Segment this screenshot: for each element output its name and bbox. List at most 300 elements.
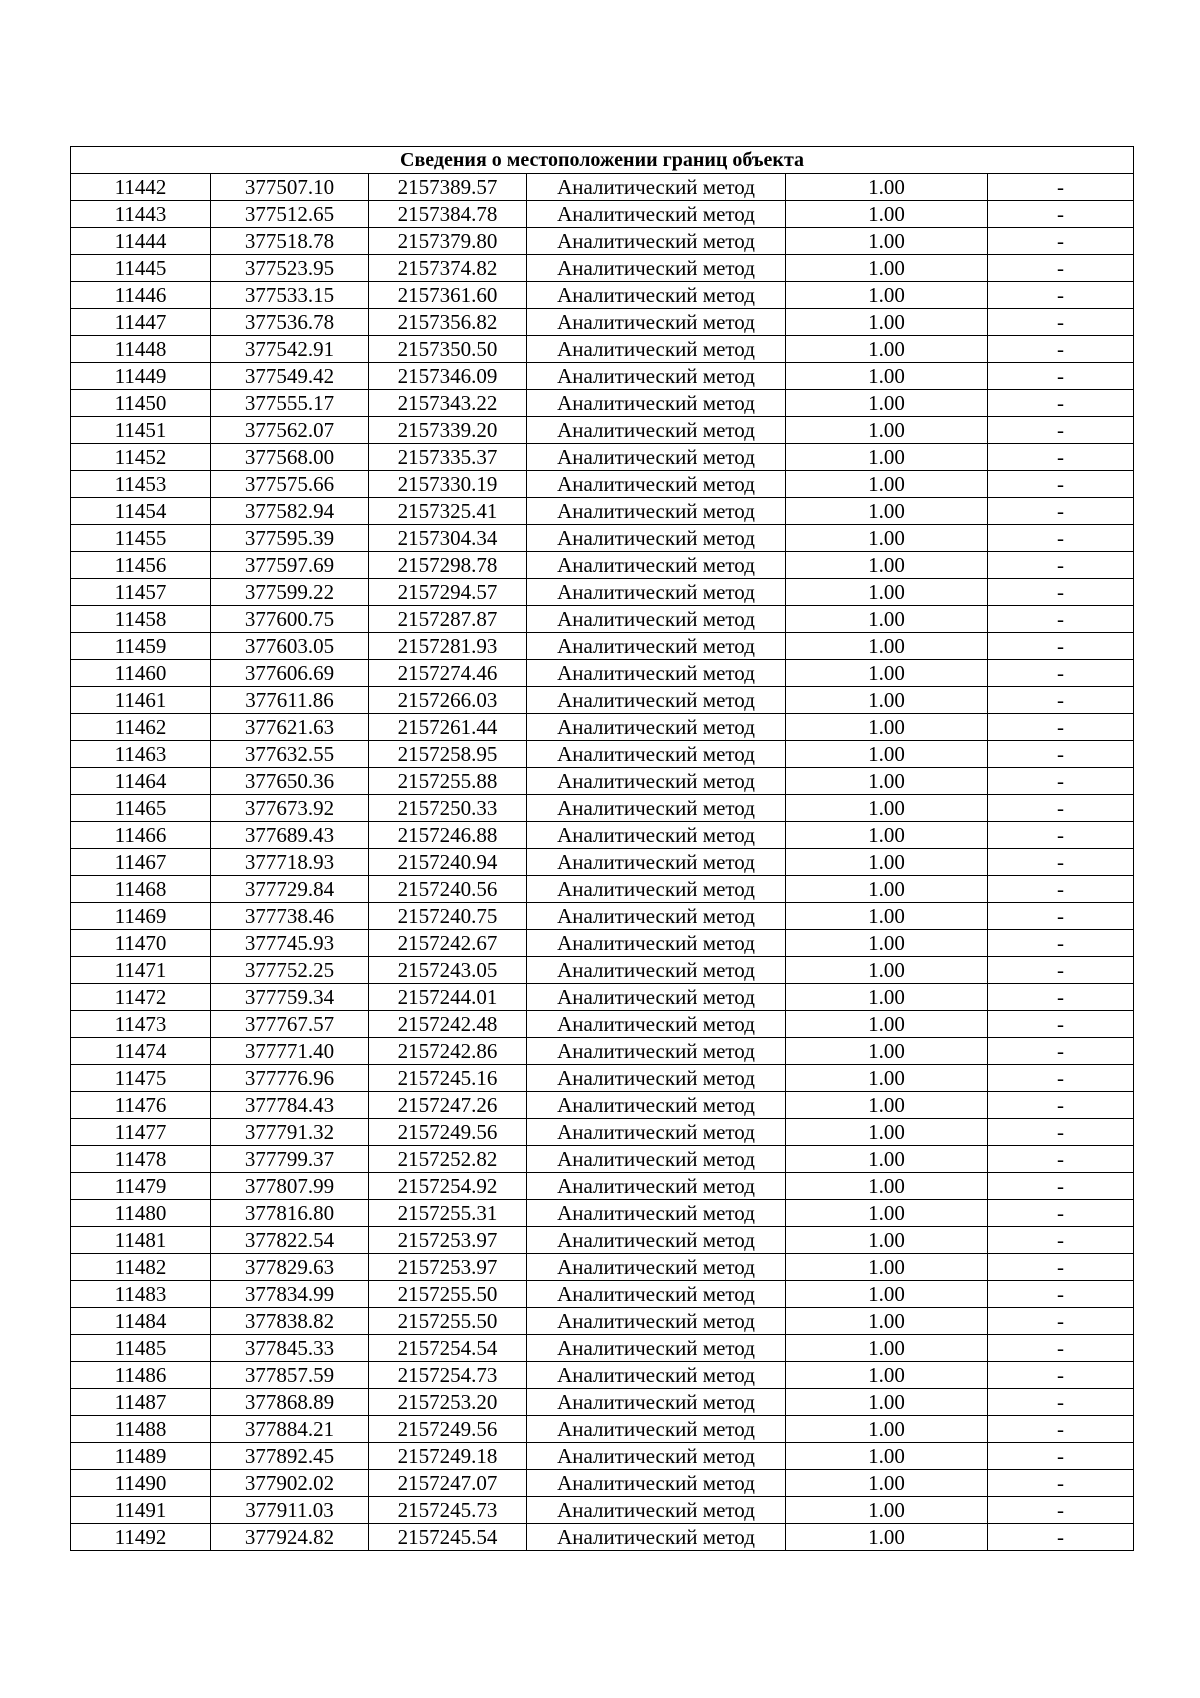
method-cell: Аналитический метод: [527, 255, 786, 282]
method-cell: Аналитический метод: [527, 1119, 786, 1146]
description-cell: -: [988, 903, 1134, 930]
y-coordinate-cell: 2157343.22: [369, 390, 527, 417]
x-coordinate-cell: 377533.15: [211, 282, 369, 309]
table-row: [71, 579, 1134, 606]
description-cell: -: [988, 1524, 1134, 1551]
y-coordinate-cell: 2157254.73: [369, 1362, 527, 1389]
table-row: [71, 903, 1134, 930]
point-number-cell: 11457: [71, 579, 211, 606]
table-row: [71, 1227, 1134, 1254]
x-coordinate-cell: 377582.94: [211, 498, 369, 525]
x-coordinate-cell: 377745.93: [211, 930, 369, 957]
accuracy-cell: 1.00: [786, 525, 988, 552]
point-number-cell: 11471: [71, 957, 211, 984]
description-cell: -: [988, 1281, 1134, 1308]
table-row: [71, 1146, 1134, 1173]
table-row: [71, 417, 1134, 444]
y-coordinate-cell: 2157242.86: [369, 1038, 527, 1065]
point-number-cell: 11469: [71, 903, 211, 930]
accuracy-cell: 1.00: [786, 1092, 988, 1119]
method-cell: Аналитический метод: [527, 228, 786, 255]
x-coordinate-cell: 377507.10: [211, 174, 369, 201]
point-number-cell: 11442: [71, 174, 211, 201]
point-number-cell: 11461: [71, 687, 211, 714]
table-row: [71, 1524, 1134, 1551]
table-row: [71, 741, 1134, 768]
method-cell: Аналитический метод: [527, 363, 786, 390]
description-cell: -: [988, 606, 1134, 633]
method-cell: Аналитический метод: [527, 579, 786, 606]
method-cell: Аналитический метод: [527, 525, 786, 552]
table-row: [71, 1254, 1134, 1281]
accuracy-cell: 1.00: [786, 930, 988, 957]
description-cell: -: [988, 471, 1134, 498]
point-number-cell: 11459: [71, 633, 211, 660]
method-cell: Аналитический метод: [527, 1362, 786, 1389]
x-coordinate-cell: 377834.99: [211, 1281, 369, 1308]
y-coordinate-cell: 2157325.41: [369, 498, 527, 525]
x-coordinate-cell: 377599.22: [211, 579, 369, 606]
table-row: [71, 1281, 1134, 1308]
y-coordinate-cell: 2157240.75: [369, 903, 527, 930]
x-coordinate-cell: 377718.93: [211, 849, 369, 876]
accuracy-cell: 1.00: [786, 849, 988, 876]
method-cell: Аналитический метод: [527, 1335, 786, 1362]
method-cell: Аналитический метод: [527, 1308, 786, 1335]
method-cell: Аналитический метод: [527, 660, 786, 687]
point-number-cell: 11474: [71, 1038, 211, 1065]
method-cell: Аналитический метод: [527, 1173, 786, 1200]
accuracy-cell: 1.00: [786, 1200, 988, 1227]
accuracy-cell: 1.00: [786, 417, 988, 444]
x-coordinate-cell: 377597.69: [211, 552, 369, 579]
point-number-cell: 11446: [71, 282, 211, 309]
y-coordinate-cell: 2157384.78: [369, 201, 527, 228]
table-row: [71, 687, 1134, 714]
table-row: [71, 714, 1134, 741]
y-coordinate-cell: 2157254.54: [369, 1335, 527, 1362]
accuracy-cell: 1.00: [786, 1308, 988, 1335]
method-cell: Аналитический метод: [527, 309, 786, 336]
description-cell: -: [988, 1146, 1134, 1173]
description-cell: -: [988, 498, 1134, 525]
table-row: [71, 984, 1134, 1011]
table-row: [71, 1092, 1134, 1119]
method-cell: Аналитический метод: [527, 1416, 786, 1443]
method-cell: Аналитический метод: [527, 1524, 786, 1551]
x-coordinate-cell: 377600.75: [211, 606, 369, 633]
table-row: [71, 1011, 1134, 1038]
description-cell: -: [988, 255, 1134, 282]
table-row: [71, 1416, 1134, 1443]
y-coordinate-cell: 2157389.57: [369, 174, 527, 201]
y-coordinate-cell: 2157242.48: [369, 1011, 527, 1038]
y-coordinate-cell: 2157253.97: [369, 1227, 527, 1254]
x-coordinate-cell: 377829.63: [211, 1254, 369, 1281]
y-coordinate-cell: 2157258.95: [369, 741, 527, 768]
description-cell: -: [988, 417, 1134, 444]
point-number-cell: 11458: [71, 606, 211, 633]
point-number-cell: 11478: [71, 1146, 211, 1173]
accuracy-cell: 1.00: [786, 1227, 988, 1254]
y-coordinate-cell: 2157240.56: [369, 876, 527, 903]
description-cell: -: [988, 660, 1134, 687]
description-cell: -: [988, 876, 1134, 903]
method-cell: Аналитический метод: [527, 768, 786, 795]
y-coordinate-cell: 2157245.54: [369, 1524, 527, 1551]
point-number-cell: 11472: [71, 984, 211, 1011]
table-row: [71, 633, 1134, 660]
method-cell: Аналитический метод: [527, 1092, 786, 1119]
description-cell: -: [988, 1497, 1134, 1524]
x-coordinate-cell: 377822.54: [211, 1227, 369, 1254]
point-number-cell: 11479: [71, 1173, 211, 1200]
description-cell: -: [988, 1119, 1134, 1146]
description-cell: -: [988, 822, 1134, 849]
y-coordinate-cell: 2157287.87: [369, 606, 527, 633]
y-coordinate-cell: 2157249.56: [369, 1119, 527, 1146]
y-coordinate-cell: 2157255.50: [369, 1308, 527, 1335]
table-row: [71, 363, 1134, 390]
y-coordinate-cell: 2157339.20: [369, 417, 527, 444]
y-coordinate-cell: 2157247.07: [369, 1470, 527, 1497]
y-coordinate-cell: 2157350.50: [369, 336, 527, 363]
description-cell: -: [988, 714, 1134, 741]
y-coordinate-cell: 2157346.09: [369, 363, 527, 390]
table-title: Сведения о местоположении границ объекта: [71, 147, 1134, 174]
table-body: [71, 174, 1134, 1551]
point-number-cell: 11484: [71, 1308, 211, 1335]
description-cell: -: [988, 1389, 1134, 1416]
accuracy-cell: 1.00: [786, 633, 988, 660]
x-coordinate-cell: 377902.02: [211, 1470, 369, 1497]
table-row: [71, 228, 1134, 255]
description-cell: -: [988, 1470, 1134, 1497]
method-cell: Аналитический метод: [527, 1497, 786, 1524]
x-coordinate-cell: 377791.32: [211, 1119, 369, 1146]
accuracy-cell: 1.00: [786, 1335, 988, 1362]
method-cell: Аналитический метод: [527, 471, 786, 498]
x-coordinate-cell: 377738.46: [211, 903, 369, 930]
table-row: [71, 444, 1134, 471]
x-coordinate-cell: 377621.63: [211, 714, 369, 741]
description-cell: -: [988, 1443, 1134, 1470]
x-coordinate-cell: 377689.43: [211, 822, 369, 849]
point-number-cell: 11485: [71, 1335, 211, 1362]
x-coordinate-cell: 377512.65: [211, 201, 369, 228]
table-row: [71, 201, 1134, 228]
table-row: [71, 1308, 1134, 1335]
point-number-cell: 11480: [71, 1200, 211, 1227]
description-cell: -: [988, 687, 1134, 714]
y-coordinate-cell: 2157261.44: [369, 714, 527, 741]
accuracy-cell: 1.00: [786, 444, 988, 471]
point-number-cell: 11468: [71, 876, 211, 903]
y-coordinate-cell: 2157255.31: [369, 1200, 527, 1227]
y-coordinate-cell: 2157245.73: [369, 1497, 527, 1524]
x-coordinate-cell: 377845.33: [211, 1335, 369, 1362]
table-row: [71, 255, 1134, 282]
method-cell: Аналитический метод: [527, 1146, 786, 1173]
y-coordinate-cell: 2157254.92: [369, 1173, 527, 1200]
method-cell: Аналитический метод: [527, 687, 786, 714]
description-cell: -: [988, 579, 1134, 606]
accuracy-cell: 1.00: [786, 1497, 988, 1524]
accuracy-cell: 1.00: [786, 822, 988, 849]
description-cell: -: [988, 525, 1134, 552]
x-coordinate-cell: 377838.82: [211, 1308, 369, 1335]
x-coordinate-cell: 377799.37: [211, 1146, 369, 1173]
table-row: [71, 660, 1134, 687]
table-row: [71, 525, 1134, 552]
method-cell: Аналитический метод: [527, 957, 786, 984]
table-row: [71, 606, 1134, 633]
table-row: [71, 822, 1134, 849]
method-cell: Аналитический метод: [527, 606, 786, 633]
point-number-cell: 11477: [71, 1119, 211, 1146]
method-cell: Аналитический метод: [527, 876, 786, 903]
method-cell: Аналитический метод: [527, 714, 786, 741]
x-coordinate-cell: 377759.34: [211, 984, 369, 1011]
y-coordinate-cell: 2157244.01: [369, 984, 527, 1011]
y-coordinate-cell: 2157330.19: [369, 471, 527, 498]
description-cell: -: [988, 1362, 1134, 1389]
method-cell: Аналитический метод: [527, 1281, 786, 1308]
point-number-cell: 11462: [71, 714, 211, 741]
accuracy-cell: 1.00: [786, 1254, 988, 1281]
point-number-cell: 11470: [71, 930, 211, 957]
x-coordinate-cell: 377562.07: [211, 417, 369, 444]
table-row: [71, 498, 1134, 525]
table-row: [71, 471, 1134, 498]
description-cell: -: [988, 282, 1134, 309]
method-cell: Аналитический метод: [527, 552, 786, 579]
description-cell: -: [988, 552, 1134, 579]
accuracy-cell: 1.00: [786, 1470, 988, 1497]
point-number-cell: 11487: [71, 1389, 211, 1416]
y-coordinate-cell: 2157361.60: [369, 282, 527, 309]
method-cell: Аналитический метод: [527, 498, 786, 525]
table-row: [71, 1065, 1134, 1092]
description-cell: -: [988, 1173, 1134, 1200]
y-coordinate-cell: 2157250.33: [369, 795, 527, 822]
point-number-cell: 11456: [71, 552, 211, 579]
method-cell: Аналитический метод: [527, 282, 786, 309]
boundary-table: [70, 146, 1134, 1551]
x-coordinate-cell: 377595.39: [211, 525, 369, 552]
table-row: [71, 1200, 1134, 1227]
accuracy-cell: 1.00: [786, 606, 988, 633]
x-coordinate-cell: 377784.43: [211, 1092, 369, 1119]
accuracy-cell: 1.00: [786, 336, 988, 363]
x-coordinate-cell: 377632.55: [211, 741, 369, 768]
accuracy-cell: 1.00: [786, 1011, 988, 1038]
table-title-row: [71, 147, 1134, 174]
table-row: [71, 768, 1134, 795]
accuracy-cell: 1.00: [786, 498, 988, 525]
description-cell: -: [988, 201, 1134, 228]
accuracy-cell: 1.00: [786, 228, 988, 255]
x-coordinate-cell: 377568.00: [211, 444, 369, 471]
point-number-cell: 11452: [71, 444, 211, 471]
table-row: [71, 552, 1134, 579]
y-coordinate-cell: 2157298.78: [369, 552, 527, 579]
table-row: [71, 1173, 1134, 1200]
description-cell: -: [988, 336, 1134, 363]
method-cell: Аналитический метод: [527, 1227, 786, 1254]
y-coordinate-cell: 2157253.20: [369, 1389, 527, 1416]
y-coordinate-cell: 2157243.05: [369, 957, 527, 984]
table-row: [71, 849, 1134, 876]
point-number-cell: 11463: [71, 741, 211, 768]
method-cell: Аналитический метод: [527, 1389, 786, 1416]
y-coordinate-cell: 2157247.26: [369, 1092, 527, 1119]
description-cell: -: [988, 228, 1134, 255]
accuracy-cell: 1.00: [786, 174, 988, 201]
y-coordinate-cell: 2157255.88: [369, 768, 527, 795]
y-coordinate-cell: 2157245.16: [369, 1065, 527, 1092]
description-cell: -: [988, 444, 1134, 471]
description-cell: -: [988, 957, 1134, 984]
y-coordinate-cell: 2157246.88: [369, 822, 527, 849]
point-number-cell: 11475: [71, 1065, 211, 1092]
table-row: [71, 282, 1134, 309]
table-row: [71, 876, 1134, 903]
point-number-cell: 11449: [71, 363, 211, 390]
table-row: [71, 1362, 1134, 1389]
description-cell: -: [988, 363, 1134, 390]
point-number-cell: 11450: [71, 390, 211, 417]
x-coordinate-cell: 377752.25: [211, 957, 369, 984]
table-row: [71, 1497, 1134, 1524]
accuracy-cell: 1.00: [786, 1065, 988, 1092]
point-number-cell: 11455: [71, 525, 211, 552]
table-row: [71, 795, 1134, 822]
accuracy-cell: 1.00: [786, 1389, 988, 1416]
method-cell: Аналитический метод: [527, 903, 786, 930]
accuracy-cell: 1.00: [786, 687, 988, 714]
accuracy-cell: 1.00: [786, 1038, 988, 1065]
point-number-cell: 11464: [71, 768, 211, 795]
accuracy-cell: 1.00: [786, 957, 988, 984]
point-number-cell: 11490: [71, 1470, 211, 1497]
table-row: [71, 1038, 1134, 1065]
y-coordinate-cell: 2157335.37: [369, 444, 527, 471]
description-cell: -: [988, 849, 1134, 876]
point-number-cell: 11486: [71, 1362, 211, 1389]
method-cell: Аналитический метод: [527, 1254, 786, 1281]
description-cell: -: [988, 1335, 1134, 1362]
method-cell: Аналитический метод: [527, 444, 786, 471]
accuracy-cell: 1.00: [786, 309, 988, 336]
x-coordinate-cell: 377767.57: [211, 1011, 369, 1038]
method-cell: Аналитический метод: [527, 1443, 786, 1470]
description-cell: -: [988, 1254, 1134, 1281]
method-cell: Аналитический метод: [527, 336, 786, 363]
method-cell: Аналитический метод: [527, 390, 786, 417]
y-coordinate-cell: 2157266.03: [369, 687, 527, 714]
y-coordinate-cell: 2157242.67: [369, 930, 527, 957]
accuracy-cell: 1.00: [786, 1443, 988, 1470]
description-cell: -: [988, 309, 1134, 336]
accuracy-cell: 1.00: [786, 1362, 988, 1389]
y-coordinate-cell: 2157240.94: [369, 849, 527, 876]
y-coordinate-cell: 2157379.80: [369, 228, 527, 255]
y-coordinate-cell: 2157356.82: [369, 309, 527, 336]
accuracy-cell: 1.00: [786, 1173, 988, 1200]
x-coordinate-cell: 377892.45: [211, 1443, 369, 1470]
accuracy-cell: 1.00: [786, 741, 988, 768]
table-row: [71, 1335, 1134, 1362]
description-cell: -: [988, 1065, 1134, 1092]
point-number-cell: 11454: [71, 498, 211, 525]
x-coordinate-cell: 377771.40: [211, 1038, 369, 1065]
x-coordinate-cell: 377542.91: [211, 336, 369, 363]
point-number-cell: 11492: [71, 1524, 211, 1551]
method-cell: Аналитический метод: [527, 1011, 786, 1038]
method-cell: Аналитический метод: [527, 1470, 786, 1497]
description-cell: -: [988, 1092, 1134, 1119]
description-cell: -: [988, 1200, 1134, 1227]
y-coordinate-cell: 2157274.46: [369, 660, 527, 687]
x-coordinate-cell: 377549.42: [211, 363, 369, 390]
point-number-cell: 11473: [71, 1011, 211, 1038]
description-cell: -: [988, 768, 1134, 795]
description-cell: -: [988, 633, 1134, 660]
method-cell: Аналитический метод: [527, 174, 786, 201]
x-coordinate-cell: 377650.36: [211, 768, 369, 795]
method-cell: Аналитический метод: [527, 930, 786, 957]
x-coordinate-cell: 377606.69: [211, 660, 369, 687]
description-cell: -: [988, 1416, 1134, 1443]
table-row: [71, 957, 1134, 984]
accuracy-cell: 1.00: [786, 390, 988, 417]
table-row: [71, 930, 1134, 957]
point-number-cell: 11481: [71, 1227, 211, 1254]
point-number-cell: 11460: [71, 660, 211, 687]
method-cell: Аналитический метод: [527, 1065, 786, 1092]
table-row: [71, 1389, 1134, 1416]
method-cell: Аналитический метод: [527, 822, 786, 849]
accuracy-cell: 1.00: [786, 1524, 988, 1551]
description-cell: -: [988, 741, 1134, 768]
y-coordinate-cell: 2157374.82: [369, 255, 527, 282]
table-row: [71, 336, 1134, 363]
table-row: [71, 1470, 1134, 1497]
accuracy-cell: 1.00: [786, 660, 988, 687]
accuracy-cell: 1.00: [786, 201, 988, 228]
x-coordinate-cell: 377776.96: [211, 1065, 369, 1092]
x-coordinate-cell: 377611.86: [211, 687, 369, 714]
accuracy-cell: 1.00: [786, 1416, 988, 1443]
accuracy-cell: 1.00: [786, 795, 988, 822]
table-row: [71, 174, 1134, 201]
x-coordinate-cell: 377536.78: [211, 309, 369, 336]
accuracy-cell: 1.00: [786, 579, 988, 606]
point-number-cell: 11447: [71, 309, 211, 336]
y-coordinate-cell: 2157253.97: [369, 1254, 527, 1281]
accuracy-cell: 1.00: [786, 282, 988, 309]
description-cell: -: [988, 984, 1134, 1011]
point-number-cell: 11445: [71, 255, 211, 282]
x-coordinate-cell: 377884.21: [211, 1416, 369, 1443]
x-coordinate-cell: 377807.99: [211, 1173, 369, 1200]
point-number-cell: 11443: [71, 201, 211, 228]
accuracy-cell: 1.00: [786, 471, 988, 498]
description-cell: -: [988, 1308, 1134, 1335]
point-number-cell: 11466: [71, 822, 211, 849]
description-cell: -: [988, 174, 1134, 201]
